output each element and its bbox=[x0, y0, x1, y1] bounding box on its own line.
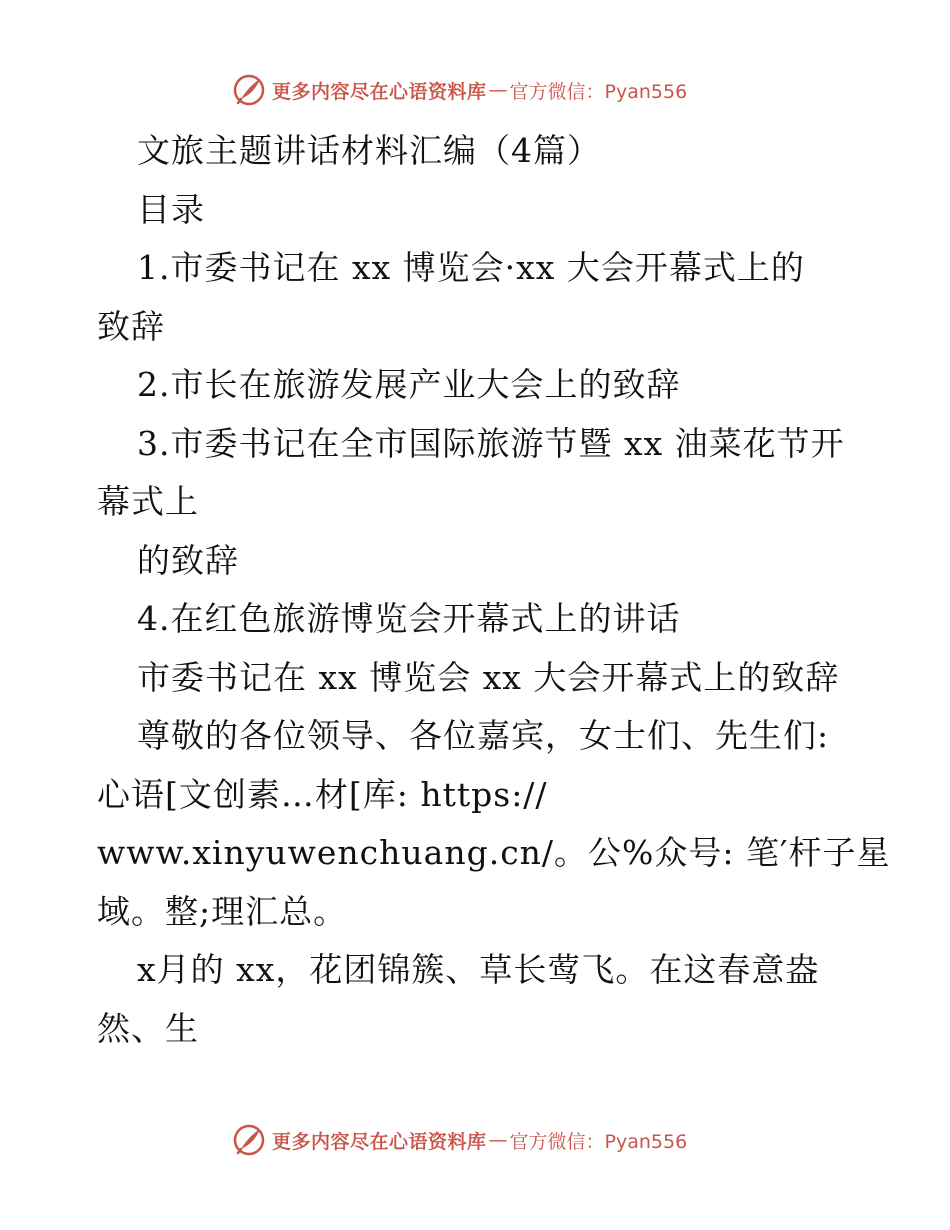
source-note-line-1: 心语[文创素…材[库: https:// bbox=[97, 774, 548, 814]
toc-item-2: 2.市长在旅游发展产业大会上的致辞 bbox=[137, 365, 681, 404]
watermark-separator: — bbox=[488, 79, 508, 101]
salutation-paragraph: 尊敬的各位领导、各位嘉宾，女士们、先生们: bbox=[137, 716, 830, 755]
document-body bbox=[97, 122, 891, 1058]
toc-item-3: 3.市委书记在全市国际旅游节暨 xx 油菜花节开 bbox=[137, 423, 845, 463]
section-heading: 市委书记在 xx 博览会 xx 大会开幕式上的致辞 bbox=[137, 657, 840, 697]
document-title: 文旅主题讲话材料汇编（4篇） bbox=[137, 131, 601, 170]
source-note-line-3: 域。整;理汇总。 bbox=[97, 891, 348, 931]
toc-item-1-continued: 致辞 bbox=[97, 306, 165, 346]
feather-pen-logo-icon bbox=[232, 1123, 266, 1157]
watermark-contact-text: 官方微信：Pyan556 bbox=[509, 1130, 688, 1153]
toc-item-3-continued: 幕式上 bbox=[97, 482, 199, 521]
watermark-contact-text: 官方微信：Pyan556 bbox=[509, 80, 688, 103]
watermark-main-text: 更多内容尽在心语资料库 bbox=[272, 1130, 487, 1153]
feather-pen-logo-icon bbox=[232, 73, 266, 107]
watermark-separator: — bbox=[488, 1129, 508, 1151]
toc-item-1: 1.市委书记在 xx 博览会·xx 大会开幕式上的 bbox=[137, 248, 805, 287]
watermark-main-text: 更多内容尽在心语资料库 bbox=[272, 80, 487, 103]
footer-watermark bbox=[232, 1120, 687, 1160]
body-paragraph-line-1: x月的 xx，花团锦簇、草长莺飞。在这春意盎 bbox=[137, 950, 820, 989]
toc-item-3-continued-2: 的致辞 bbox=[137, 540, 239, 580]
toc-item-4: 4.在红色旅游博览会开幕式上的讲话 bbox=[137, 599, 681, 638]
header-watermark bbox=[232, 70, 687, 110]
source-note-line-2: www.xinyuwenchuang.cn/。公%众号: 笔′杆子星 bbox=[97, 833, 891, 872]
toc-heading: 目录 bbox=[137, 189, 205, 229]
body-paragraph-line-2: 然、生 bbox=[97, 1008, 199, 1048]
